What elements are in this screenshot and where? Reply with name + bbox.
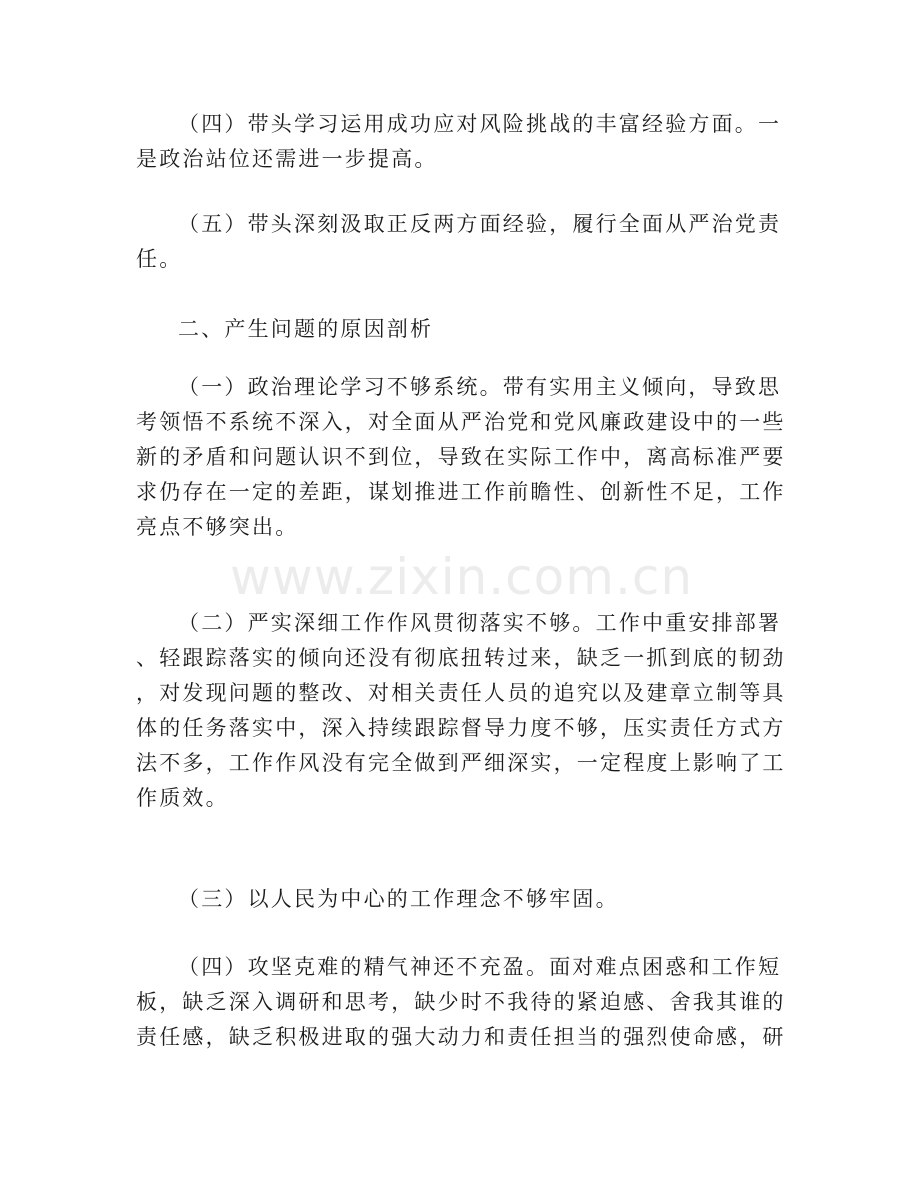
paragraph-5 <box>136 606 786 816</box>
paragraph-line: 是政治站位还需进一步提高。 <box>136 147 438 171</box>
paragraph-line: 、轻跟踪落实的倾向还没有彻底扭转过来，缺乏一抓到底的韧劲 <box>136 646 786 670</box>
paragraph-line: 作质效。 <box>136 786 229 810</box>
paragraph-2 <box>136 207 786 277</box>
paragraph-7 <box>136 950 786 1055</box>
paragraph-line: 任。 <box>136 247 183 271</box>
paragraph-4 <box>136 370 786 545</box>
paragraph-line: ，对发现问题的整改、对相关责任人员的追究以及建章立制等具 <box>136 681 786 705</box>
paragraph-line: （二）严实深细工作作风贯彻落实不够。工作中重安排部署 <box>178 611 782 635</box>
paragraph-line: （五）带头深刻汲取正反两方面经验，履行全面从严治党责 <box>178 212 782 236</box>
paragraph-line: 亮点不够突出。 <box>136 515 299 539</box>
section-heading: 二、产生问题的原因剖析 <box>178 317 434 341</box>
paragraph-line: （四）带头学习运用成功应对风险挑战的丰富经验方面。一 <box>178 112 782 136</box>
watermark: www.zixin.com.cn <box>230 548 694 606</box>
paragraph-1 <box>136 107 786 177</box>
paragraph-line: 责任感，缺乏积极进取的强大动力和责任担当的强烈使命感，研 <box>136 1025 786 1049</box>
paragraph-line: 考领悟不系统不深入，对全面从严治党和党风廉政建设中的一些 <box>136 410 786 434</box>
paragraph-line: （三）以人民为中心的工作理念不够牢固。 <box>178 887 619 911</box>
paragraph-line: 法不多，工作作风没有完全做到严细深实，一定程度上影响了工 <box>136 751 786 775</box>
paragraph-line: 新的矛盾和问题认识不到位，导致在实际工作中，离高标准严要 <box>136 445 786 469</box>
paragraph-line: 板，缺乏深入调研和思考，缺少时不我待的紧迫感、舍我其谁的 <box>136 990 786 1014</box>
paragraph-line: 求仍存在一定的差距，谋划推进工作前瞻性、创新性不足，工作 <box>136 480 786 504</box>
paragraph-line: （四）攻坚克难的精气神还不充盈。面对难点困惑和工作短 <box>178 955 782 979</box>
paragraph-line: （一）政治理论学习不够系统。带有实用主义倾向，导致思 <box>178 375 782 399</box>
paragraph-6 <box>136 882 786 917</box>
paragraph-line: 体的任务落实中，深入持续跟踪督导力度不够，压实责任方式方 <box>136 716 786 740</box>
